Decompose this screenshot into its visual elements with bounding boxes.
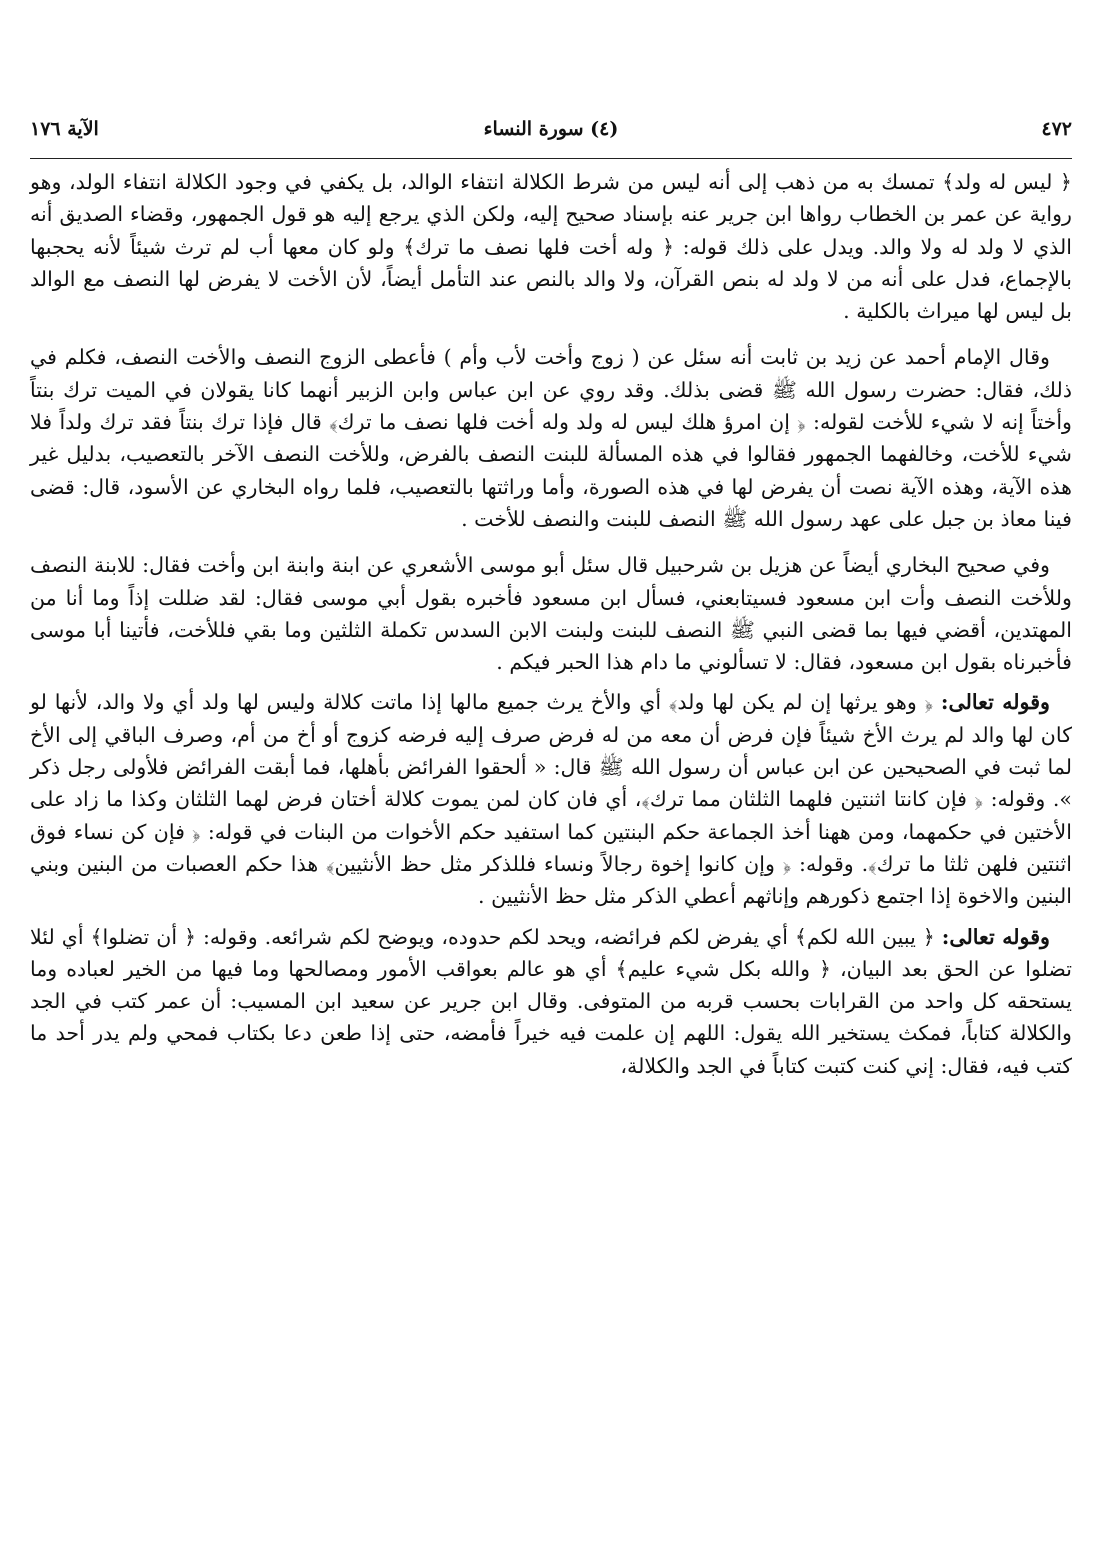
header-rule <box>30 158 1072 159</box>
paragraph <box>30 341 1072 535</box>
surah-title: (٤) سورة النساء <box>483 118 619 140</box>
paragraph-text: وقال الإمام أحمد عن زيد بن ثابت أنه سئل عن ( زوج وأخت لأب وأم ) فأعطى الزوج النصف والأخت النصف، فكلم في ذلك، فقال: حضرت رسول الله ﷺ قضى بذلك. وقد روي عن ابن عباس وابن الزبير أنهما كانا يقولان في الميت ترك بنتاً وأختاً إنه لا شيء للأخت لقوله: ﴿ إن امرؤ هلك ليس له ولد وله أخت فلها نصف ما ترك﴾ قال فإذا ترك بنتاً فقد ترك ولداً فلا شيء للأخت، وخالفهما الجمهور فقالوا في هذه المسألة للبنت النصف بالفرض، وللأخت النصف الآخر بالتعصيب، بدليل غير هذه الآية، وهذه الآية نصت أن يفرض لها في هذه الصورة، وأما وراثتها بالتعصيب، فلما رواه البخاري عن الأسود، قال: قضى فينا معاذ بن جبل على عهد رسول الله ﷺ النصف للبنت والنصف للأخت . <box>30 345 1072 531</box>
running-header <box>30 118 1072 154</box>
page-number: ٤٧٢ <box>1041 118 1072 140</box>
paragraph-lead: وقوله تعالى: <box>941 924 1050 949</box>
paragraph <box>30 549 1072 678</box>
paragraph <box>30 686 1072 912</box>
paragraph <box>30 166 1072 327</box>
paragraph <box>30 921 1072 1082</box>
paragraph-text: ﴿ ليس له ولد﴾ تمسك به من ذهب إلى أنه ليس من شرط الكلالة انتفاء الوالد، بل يكفي في وجود الكلالة انتفاء الولد، وهو رواية عن عمر بن الخطاب رواها ابن جرير عنه بإسناد صحيح إليه، ولكن الذي يرجع إليه هو قول الجمهور، وقضاء الصديق أنه الذي لا ولد له ولا والد. ويدل على ذلك قوله: ﴿ وله أخت فلها نصف ما ترك﴾ ولو كان معها أب لم ترث شيئاً لأنه يحجبها بالإجماع، فدل على أنه من لا ولد له بنص القرآن، ولا والد بالنص عند التأمل أيضاً، لأن الأخت لا يفرض لها النصف مع الوالد بل ليس لها ميراث بالكلية . <box>30 170 1072 324</box>
verse-label: الآية ١٧٦ <box>30 118 99 140</box>
paragraph-text: ﴿ وهو يرثها إن لم يكن لها ولد﴾ أي والأخ يرث جميع مالها إذا ماتت كلالة وليس لها ولد أي ولا والد، لأنها لو كان لها والد لم يرث الأخ شيئاً فإن فرض أن معه من له فرض صرف إليه فرضه كزوج أو أخ من أم، وصرف الباقي إلى الأخ لما ثبت في الصحيحين عن ابن عباس أن رسول الله ﷺ قال: « ألحقوا الفرائض بأهلها، فما أبقت الفرائض فلأولى رجل ذكر ». وقوله: ﴿ فإن كانتا اثنتين فلهما الثلثان مما ترك﴾، أي فان كان لمن يموت كلالة أختان فرض لهما الثلثان وكذا ما زاد على الأختين في حكمهما، ومن ههنا أخذ الجماعة حكم البنتين كما استفيد حكم الأخوات من البنات في قوله: ﴿ فإن كن نساء فوق اثنتين فلهن ثلثا ما ترك﴾. وقوله: ﴿ وإن كانوا إخوة رجالاً ونساء فللذكر مثل حظ الأنثيين﴾ هذا حكم العصبات من البنين وبني البنين والاخوة إذا اجتمع ذكورهم وإناثهم أعطي الذكر مثل حظ الأنثيين . <box>30 690 1072 909</box>
page-body <box>30 166 1072 1082</box>
paragraph-text: ﴿ يبين الله لكم﴾ أي يفرض لكم فرائضه، ويحد لكم حدوده، ويوضح لكم شرائعه. وقوله: ﴿ أن تضلوا﴾ أي لئلا تضلوا عن الحق بعد البيان، ﴿ والله بكل شيء عليم﴾ أي هو عالم بعواقب الأمور ومصالحها وما فيها من الخير لعباده وما يستحقه كل واحد من القرابات بحسب قربه من المتوفى. وقال ابن جرير عن سعيد ابن المسيب: أن عمر كتب في الجد والكلالة كتاباً، فمكث يستخير الله يقول: اللهم إن علمت فيه خيراً فأمضه، حتى إذا طعن دعا بكتاب فمحي ولم يدر أحد ما كتب فيه، فقال: إني كنت كتبت كتاباً في الجد والكلالة، <box>30 924 1072 1078</box>
paragraph-text: وفي صحيح البخاري أيضاً عن هزيل بن شرحبيل قال سئل أبو موسى الأشعري عن ابنة وابنة ابن وأخت فقال: للابنة النصف وللأخت النصف وأت ابن مسعود فسيتابعني، فسأل ابن مسعود فأخبره بقول أبي موسى فقال: لقد ضللت إذاً وما أنا من المهتدين، أقضي فيها بما قضى النبي ﷺ النصف للبنت ولبنت الابن السدس تكملة الثلثين وما بقي فللأخت، فأتينا أبا موسى فأخبرناه بقول ابن مسعود، فقال: لا تسألوني ما دام هذا الحبر فيكم . <box>30 553 1072 675</box>
paragraph-lead: وقوله تعالى: <box>940 690 1050 715</box>
